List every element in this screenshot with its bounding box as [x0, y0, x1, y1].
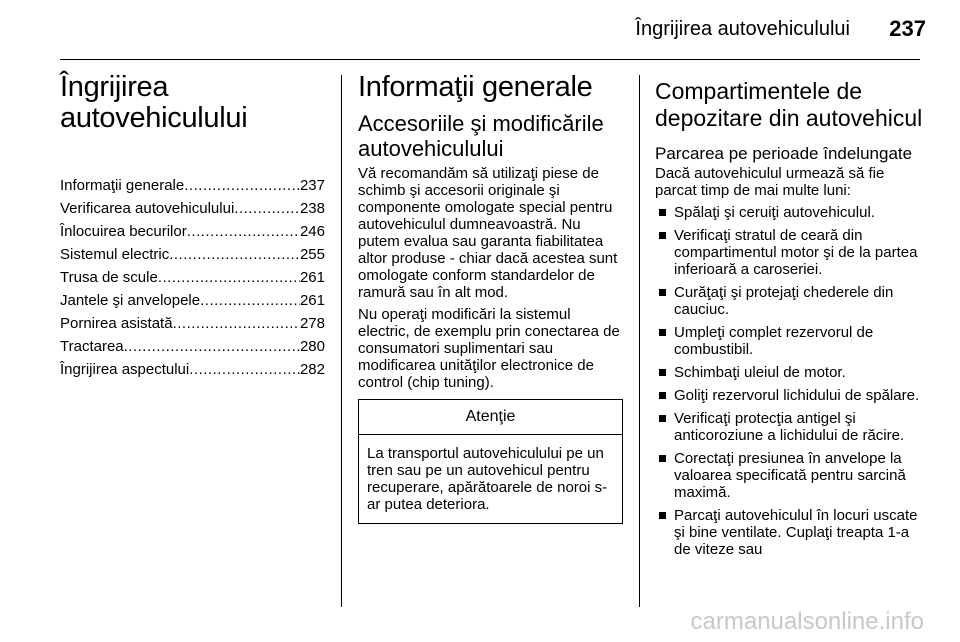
list-item: Spălaţi şi ceruiţi autovehiculul. — [655, 204, 925, 221]
square-bullet-icon — [659, 512, 666, 519]
parking-checklist — [655, 204, 925, 558]
square-bullet-icon — [659, 232, 666, 239]
list-item: Parcaţi autovehiculul în locuri uscate şi bine ventilate. Cuplaţi treapta 1-a de viteze sau — [655, 507, 925, 558]
general-info-column — [358, 72, 623, 524]
list-item: Corectaţi presiunea în anvelope la valoarea specificată pentru sarcină maximă. — [655, 450, 925, 501]
list-item: Umpleţi complet rezervorul de combustibil. — [655, 324, 925, 358]
subheading-parking: Parcarea pe perioade îndelungate — [655, 144, 913, 163]
subheading-accessories: Accesoriile şi modificările autovehiculului — [358, 111, 604, 161]
toc-entry[interactable]: Verificarea autovehiculului ..... 238 — [60, 197, 325, 220]
toc-entry[interactable]: Tractarea ..... 280 — [60, 335, 325, 358]
toc-entry[interactable]: Pornirea asistată ..... 278 — [60, 312, 325, 335]
list-item: Goliţi rezervorul lichidului de spălare. — [655, 387, 925, 404]
paragraph-electrical: Nu operaţi modificări la sistemul electric, de exemplu prin conectarea de consumatori suplimentari sau modificarea unităţilor electronice de control (chip tuning). — [358, 306, 620, 391]
header-divider — [60, 59, 920, 60]
square-bullet-icon — [659, 209, 666, 216]
column-divider-right — [639, 75, 640, 607]
warning-title: Atenţie — [359, 400, 622, 435]
section-heading-storage: Compartimentele de depozitare din autovehicul — [655, 78, 923, 131]
list-item: Schimbaţi uleiul de motor. — [655, 364, 925, 381]
running-header-title: Îngrijirea autovehiculului — [635, 18, 850, 40]
list-item: Verificaţi stratul de ceară din compartimentul motor şi de la partea inferioară a caroseriei. — [655, 227, 925, 278]
list-item: Curăţaţi şi protejaţi chederele din cauciuc. — [655, 284, 925, 318]
toc-entry[interactable]: Trusa de scule ..... 261 — [60, 266, 325, 289]
watermark: carmanualsonline.info — [690, 608, 924, 635]
parking-intro: Dacă autovehiculul urmează să fie parcat timp de mai multe luni: — [655, 165, 885, 199]
chapter-title: Îngrijirea autovehiculului — [60, 71, 248, 134]
warning-box — [358, 399, 623, 524]
toc-entry[interactable]: Jantele şi anvelopele ..... 261 — [60, 289, 325, 312]
toc-entry[interactable]: Îngrijirea aspectului ..... 282 — [60, 358, 325, 381]
table-of-contents — [60, 174, 325, 381]
paragraph-parts: Vă recomandăm să utilizaţi piese de schimb şi accesorii originale şi componente omologate special pentru autovehiculul dumneavoastră. Nu putem evalua sau garanta fiabilitatea altor produse - chiar dacă acestea sunt omologate conform standardelor de ramură sau în alt mod. — [358, 165, 618, 301]
list-item: Verificaţi protecţia antigel şi anticoroziune a lichidului de răcire. — [655, 410, 925, 444]
square-bullet-icon — [659, 392, 666, 399]
toc-entry[interactable]: Informaţii generale ..... 237 — [60, 174, 325, 197]
column-divider-left — [341, 75, 342, 607]
page-number: 237 — [889, 16, 926, 41]
section-heading-general: Informaţii generale — [358, 71, 593, 103]
storage-column — [655, 72, 925, 564]
chapter-column — [60, 72, 325, 381]
square-bullet-icon — [659, 369, 666, 376]
square-bullet-icon — [659, 455, 666, 462]
square-bullet-icon — [659, 329, 666, 336]
warning-text: La transportul autovehiculului pe un tren sau pe un autovehicul pentru recuperare, apărătoarele de noroi s-ar putea deteriora. — [367, 445, 608, 513]
square-bullet-icon — [659, 289, 666, 296]
toc-entry[interactable]: Sistemul electric ..... 255 — [60, 243, 325, 266]
square-bullet-icon — [659, 415, 666, 422]
toc-entry[interactable]: Înlocuirea becurilor ..... 246 — [60, 220, 325, 243]
